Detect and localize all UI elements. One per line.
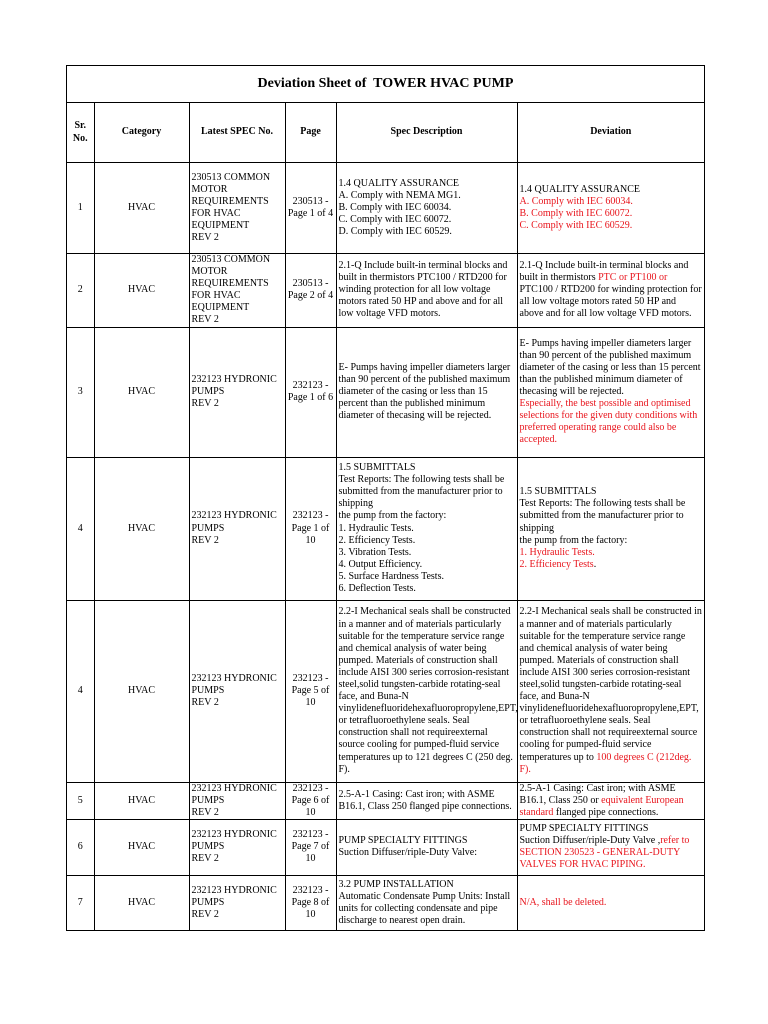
row-page: 232123 - Page 5 of 10 [285, 600, 336, 782]
row-category: HVAC [94, 327, 189, 457]
row-spec-description: 1.5 SUBMITTALS Test Reports: The following tests shall be submitted from the manufacturer prior to shipping the pump from the factory: 1. Hydraulic Tests. 2. Efficiency Tests. 3. Vibration Tests. 4. Output Efficiency. 5. Surface Hardness Tests. 6. Deflection Tests. [336, 457, 517, 600]
table-header-row [67, 103, 704, 163]
row-sr-no: 7 [67, 875, 94, 930]
row-category: HVAC [94, 875, 189, 930]
row-deviation [517, 457, 704, 600]
row-deviation [517, 163, 704, 254]
row-page: 230513 - Page 2 of 4 [285, 254, 336, 328]
table-row [67, 782, 704, 819]
row-category: HVAC [94, 600, 189, 782]
row-page: 232123 - Page 6 of 10 [285, 782, 336, 819]
row-sr-no: 4 [67, 457, 94, 600]
header-spec-description: Spec Description [336, 103, 517, 163]
deviation-change-text: PTC or PT100 or [598, 272, 668, 284]
deviation-text: . [593, 558, 597, 570]
row-spec-no: 232123 HYDRONIC PUMPS REV 2 [189, 819, 285, 875]
deviation-table [67, 103, 704, 930]
header-sr-no: Sr. No. [67, 103, 94, 163]
table-row [67, 327, 704, 457]
deviation-change-text: refer to SECTION 230523 - GENERAL-DUTY VALVES FOR HVAC PIPING. [519, 835, 690, 871]
deviation-change-text: A. Comply with IEC 60034. B. Comply with IEC 60072. C. Comply with IEC 60529. [519, 195, 633, 232]
deviation-text: E- Pumps having impeller diameters larger than 90 percent of the published maximum diameter of the casing or less than 15 percent than the published minimum diameter of thecasing will be rejected. [519, 337, 701, 398]
row-spec-no: 232123 HYDRONIC PUMPS REV 2 [189, 782, 285, 819]
deviation-change-text: 100 degrees C (212deg. F). [519, 751, 692, 775]
deviation-sheet [66, 65, 705, 931]
row-deviation [517, 782, 704, 819]
deviation-text: 2.5-A-1 Casing: Cast iron; with ASME B16.1, Class 250 or [519, 782, 676, 806]
deviation-text: PTC100 / RTD200 for winding protection for all low voltage motors rated 50 HP and above and for all low voltage VFD motors. [519, 284, 702, 320]
row-page: 232123 - Page 8 of 10 [285, 875, 336, 930]
row-category: HVAC [94, 254, 189, 328]
deviation-text: flanged pipe connections. [553, 806, 659, 818]
deviation-text: 1.4 QUALITY ASSURANCE [519, 183, 640, 195]
table-row [67, 254, 704, 328]
table-row [67, 819, 704, 875]
deviation-change-text: 1. Hydraulic Tests. 2. Efficiency Tests [519, 546, 595, 570]
row-spec-no: 230513 COMMON MOTOR REQUIREMENTS FOR HVAC EQUIPMENT REV 2 [189, 254, 285, 328]
deviation-text: PUMP SPECIALTY FITTINGS Suction Diffuser/riple-Duty Valve , [519, 823, 661, 847]
row-spec-description: E- Pumps having impeller diameters larger than 90 percent of the published maximum diameter of the casing or less than 15 percent than the published minimum diameter of thecasing will be rejected. [336, 327, 517, 457]
row-deviation [517, 327, 704, 457]
deviation-text: 2.1-Q Include built-in terminal blocks and built in thermistors [519, 260, 689, 284]
header-page: Page [285, 103, 336, 163]
deviation-change-text: equivalent European standard [519, 794, 684, 818]
row-spec-description: 2.1-Q Include built-in terminal blocks and built in thermistors PTC100 / RTD200 for winding protection for all low voltage motors rated 50 HP and above and for all low voltage VFD motors. [336, 254, 517, 328]
row-spec-no: 232123 HYDRONIC PUMPS REV 2 [189, 600, 285, 782]
row-deviation [517, 254, 704, 328]
row-page: 230513 - Page 1 of 4 [285, 163, 336, 254]
table-row [67, 875, 704, 930]
header-category: Category [94, 103, 189, 163]
row-spec-description: PUMP SPECIALTY FITTINGS Suction Diffuser/riple-Duty Valve: [336, 819, 517, 875]
table-row [67, 163, 704, 254]
row-page: 232123 - Page 1 of 10 [285, 457, 336, 600]
table-row [67, 457, 704, 600]
row-spec-description: 2.5-A-1 Casing: Cast iron; with ASME B16.1, Class 250 flanged pipe connections. [336, 782, 517, 819]
row-category: HVAC [94, 457, 189, 600]
row-category: HVAC [94, 782, 189, 819]
row-sr-no: 5 [67, 782, 94, 819]
table-row [67, 600, 704, 782]
row-sr-no: 1 [67, 163, 94, 254]
row-page: 232123 - Page 1 of 6 [285, 327, 336, 457]
row-spec-description: 1.4 QUALITY ASSURANCE A. Comply with NEMA MG1. B. Comply with IEC 60034. C. Comply with IEC 60072. D. Comply with IEC 60529. [336, 163, 517, 254]
row-deviation [517, 600, 704, 782]
row-sr-no: 4 [67, 600, 94, 782]
deviation-change-text: Especially, the best possible and optimised selections for the given duty conditions with preferred operating range could also be accepted. [519, 398, 698, 446]
row-page: 232123 - Page 7 of 10 [285, 819, 336, 875]
row-spec-description: 3.2 PUMP INSTALLATION Automatic Condensate Pump Units: Install units for collecting condensate and pipe discharge to nearest open drain. [336, 875, 517, 930]
sheet-title: Deviation Sheet of TOWER HVAC PUMP [67, 66, 704, 103]
row-spec-no: 232123 HYDRONIC PUMPS REV 2 [189, 457, 285, 600]
deviation-text: 1.5 SUBMITTALS Test Reports: The following tests shall be submitted from the manufacturer prior to shipping the pump from the factory: [519, 486, 686, 546]
header-deviation: Deviation [517, 103, 704, 163]
deviation-change-text: N/A, shall be deleted. [519, 897, 607, 909]
row-spec-no: 230513 COMMON MOTOR REQUIREMENTS FOR HVAC EQUIPMENT REV 2 [189, 163, 285, 254]
row-sr-no: 2 [67, 254, 94, 328]
row-category: HVAC [94, 163, 189, 254]
row-spec-description: 2.2-I Mechanical seals shall be constructed in a manner and of materials particularly suitable for the temperature service range and chemical analysis of water being pumped. Materials of construction shall include AISI 300 series corrosion-resistant steel,solid tungsten-carbide rotating-seal face, and Buna-N vinylidenefluoridehexafluoropropylene,EPT, or tetrafluoroethylene seals. Seal construction shall not requireexternal source cooling for pumped-fluid service temperatures up to 121 degrees C (250 deg. F). [336, 600, 517, 782]
row-category: HVAC [94, 819, 189, 875]
header-spec-no: Latest SPEC No. [189, 103, 285, 163]
row-spec-no: 232123 HYDRONIC PUMPS REV 2 [189, 875, 285, 930]
row-deviation [517, 875, 704, 930]
row-spec-no: 232123 HYDRONIC PUMPS REV 2 [189, 327, 285, 457]
row-deviation [517, 819, 704, 875]
row-sr-no: 3 [67, 327, 94, 457]
row-sr-no: 6 [67, 819, 94, 875]
deviation-text: 2.2-I Mechanical seals shall be constructed in a manner and of materials particularly suitable for the temperature service range and chemical analysis of water being pumped. Materials of construction shall include AISI 300 series corrosion-resistant steel,solid tungsten-carbide rotating-seal face, and Buna-N vinylidenefluoridehexafluoropropylene,EPT, or tetrafluoroethylene seals. Seal construction shall not requireexternal source cooling for pumped-fluid service temperatures up to [519, 606, 702, 763]
